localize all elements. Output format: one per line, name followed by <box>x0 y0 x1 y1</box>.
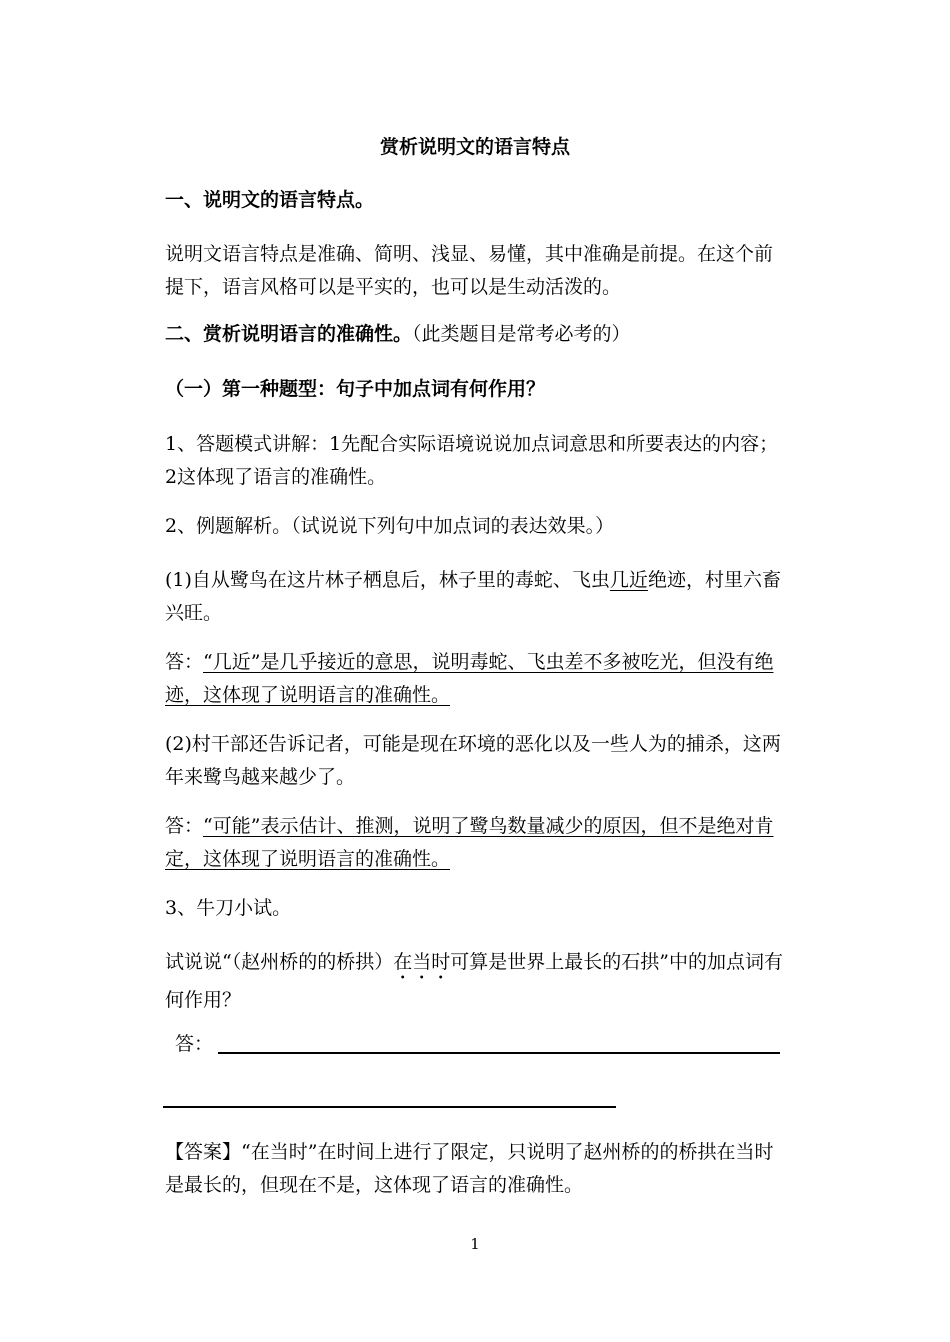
section-1-body: 说明文语言特点是准确、简明、浅显、易懂，其中准确是前提。在这个前提下，语言风格可以是平实的，也可以是生动活泼的。 <box>165 243 774 298</box>
exercise-before: 试说说“（赵州桥的的桥拱） <box>165 951 394 973</box>
item-3-practice: 3、牛刀小试。 <box>165 897 292 919</box>
item-2-example-intro: 2、例题解析。（试说说下列句中加点词的表达效果。） <box>165 515 615 537</box>
exercise-after: 可算是世界上最长的石拱”中的加点词有何作用？ <box>165 951 783 1011</box>
example-2-answer <box>165 810 790 876</box>
answer-block-label: 【答案】 <box>165 1141 242 1163</box>
example-1-answer-prefix: 答： <box>165 651 204 673</box>
exercise-key-word: 在当时 <box>393 951 451 973</box>
section-1-heading: 一、说明文的语言特点。 <box>165 189 375 211</box>
example-1-key-word: 几近 <box>609 569 648 591</box>
answer-block <box>165 1136 790 1202</box>
example-2-sentence: (2)村干部还告诉记者，可能是现在环境的恶化以及一些人为的捕杀，这两年来鹭鸟越来越少了。 <box>165 733 781 788</box>
example-1-answer <box>165 646 790 712</box>
example-1-answer-text: “几近”是几乎接近的意思，说明毒蛇、飞虫差不多被吃光，但没有绝迹，这体现了说明语言的准确性。 <box>165 651 774 706</box>
section-2-note: （此类题目是常考必考的） <box>412 323 631 345</box>
subsection-1-heading: （一）第一种题型：句子中加点词有何作用？ <box>165 378 546 400</box>
item-1-answer-pattern: 1、答题模式讲解：1先配合实际语境说说加点词意思和所要表达的内容；2这体现了语言的准确性。 <box>165 433 779 488</box>
example-2-answer-prefix: 答： <box>165 815 204 837</box>
exercise-answer-label: 答： <box>175 1033 214 1055</box>
section-2-heading-line <box>165 318 790 351</box>
example-1-after: 绝迹，村里六畜兴旺。 <box>165 569 781 624</box>
example-1-before: (1)自从鹭鸟在这片林子栖息后，林子里的毒蛇、飞虫 <box>165 569 610 591</box>
section-2-heading: 二、赏析说明语言的准确性。 <box>165 323 413 345</box>
document-title: 赏析说明文的语言特点 <box>379 136 570 158</box>
example-2-answer-text: “可能”表示估计、推测，说明了鹭鸟数量减少的原因，但不是绝对肯定，这体现了说明语言的准确性。 <box>165 815 774 870</box>
exercise-question <box>165 946 790 1017</box>
answer-blank-line-2[interactable] <box>163 1106 616 1108</box>
page-number: 1 <box>470 1235 480 1253</box>
answer-block-text: “在当时”在时间上进行了限定，只说明了赵州桥的的桥拱在当时是最长的，但现在不是，这体现了语言的准确性。 <box>165 1141 774 1196</box>
example-1-sentence <box>165 564 790 630</box>
answer-blank-line-1[interactable] <box>218 1052 780 1054</box>
